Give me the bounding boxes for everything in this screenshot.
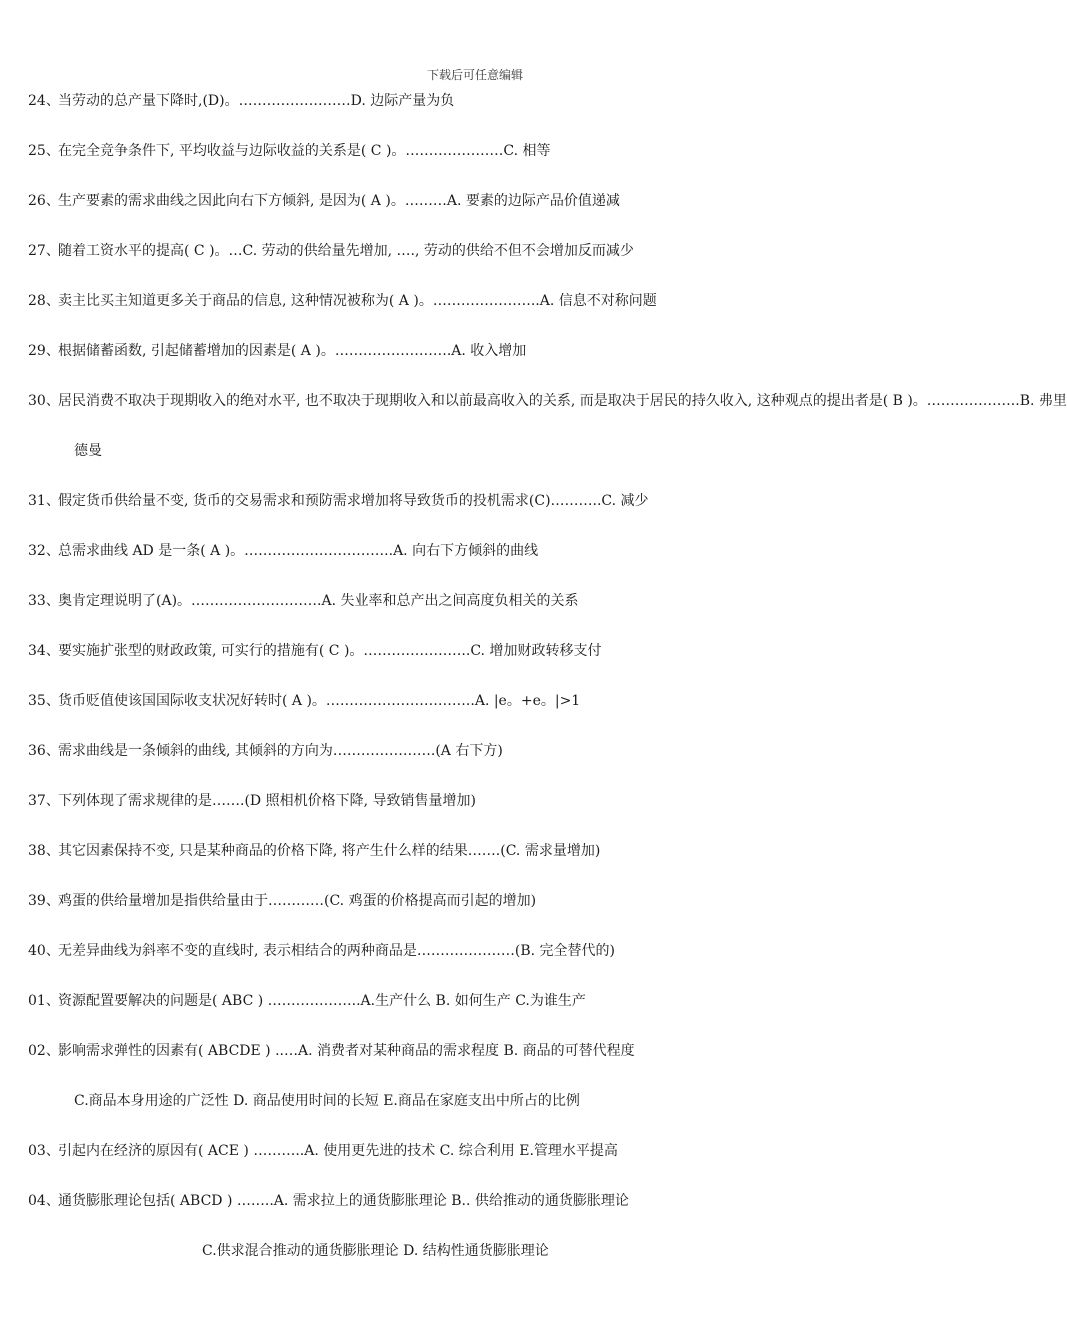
question-item [28, 988, 933, 1038]
question-text: 在完全竞争条件下, 平均收益与边际收益的关系是( C )。…………………C. 相等 [58, 143, 551, 159]
question-item [28, 588, 933, 638]
question-number: 36、 [28, 743, 60, 759]
question-item [28, 638, 933, 688]
question-text: 资源配置要解决的问题是( ABC ) ………………..A.生产什么 B. 如何生产 C.为谁生产 [58, 993, 586, 1009]
question-text: 无差异曲线为斜率不变的直线时, 表示相结合的两种商品是…………………(B. 完全替代的) [58, 943, 616, 959]
question-item [28, 488, 933, 538]
question-number: 35、 [28, 693, 60, 709]
question-text: C.商品本身用途的广泛性 D. 商品使用时间的长短 E.商品在家庭支出中所占的比例 [74, 1093, 580, 1109]
question-text: 德曼 [74, 443, 102, 459]
question-continuation [28, 438, 933, 488]
question-item [28, 288, 933, 338]
question-number: 38、 [28, 843, 60, 859]
question-number: 34、 [28, 643, 60, 659]
question-item [28, 138, 933, 188]
question-text: 当劳动的总产量下降时,(D)。……………………D. 边际产量为负 [58, 93, 455, 109]
question-item [28, 688, 933, 738]
question-list [28, 88, 1067, 1288]
question-number: 25、 [28, 143, 60, 159]
question-number: 03、 [28, 1143, 60, 1159]
question-item [28, 788, 933, 838]
question-number: 30、 [28, 393, 60, 409]
question-item [28, 238, 933, 288]
question-item [28, 538, 933, 588]
question-item [28, 838, 933, 888]
question-item [28, 388, 1067, 438]
question-item [28, 88, 933, 138]
question-text: 生产要素的需求曲线之因此向右下方倾斜, 是因为( A )。………A. 要素的边际产品价值递减 [58, 193, 620, 209]
question-item [28, 188, 933, 238]
question-text: 要实施扩张型的财政政策, 可实行的措施有( C )。…………………..C. 增加财政转移支付 [58, 643, 602, 659]
question-text: 影响需求弹性的因素有( ABCDE ) ..…A. 消费者对某种商品的需求程度 B. 商品的可替代程度 [58, 1043, 635, 1059]
question-text: 引起内在经济的原因有( ACE ) ………..A. 使用更先进的技术 C. 综合利用 E.管理水平提高 [58, 1143, 618, 1159]
question-number: 33、 [28, 593, 60, 609]
question-item [28, 738, 933, 788]
question-item [28, 888, 933, 938]
question-item [28, 1138, 933, 1188]
question-text: 根据储蓄函数, 引起储蓄增加的因素是( A )。…………………….A. 收入增加 [58, 343, 527, 359]
question-item [28, 338, 933, 388]
question-item [28, 938, 933, 988]
question-continuation [28, 1088, 933, 1138]
question-text: 鸡蛋的供给量增加是指供给量由于…………(C. 鸡蛋的价格提高而引起的增加) [58, 893, 537, 909]
question-text: 居民消费不取决于现期收入的绝对水平, 也不取决于现期收入和以前最高收入的关系, 而是取决于居民的持久收入, 这种观点的提出者是( B )。………………..B. 弗里 [58, 393, 1067, 409]
question-text: 通货膨胀理论包括( ABCD ) ……..A. 需求拉上的通货膨胀理论 B.. 供给推动的通货膨胀理论 [58, 1193, 629, 1209]
question-number: 24、 [28, 93, 60, 109]
question-number: 39、 [28, 893, 60, 909]
question-number: 29、 [28, 343, 60, 359]
question-text: 总需求曲线 AD 是一条( A )。…………………………..A. 向右下方倾斜的曲线 [58, 543, 539, 559]
question-text: 其它因素保持不变, 只是某种商品的价格下降, 将产生什么样的结果…….(C. 需求量增加) [58, 843, 601, 859]
question-number: 28、 [28, 293, 60, 309]
question-number: 27、 [28, 243, 60, 259]
question-text: 奥肯定理说明了(A)。……………………….A. 失业率和总产出之间高度负相关的关系 [58, 593, 579, 609]
question-item [28, 1188, 933, 1238]
question-number: 37、 [28, 793, 60, 809]
question-text: 货币贬值使该国国际收支状况好转时( A )。…………………………..A. |e。+e。|>1 [58, 693, 581, 709]
question-text: 随着工资水平的提高( C )。…C. 劳动的供给量先增加, …., 劳动的供给不但不会增加反而减少 [58, 243, 634, 259]
question-number: 01、 [28, 993, 60, 1009]
question-text: 卖主比买主知道更多关于商品的信息, 这种情况被称为( A )。…………………..A. 信息不对称问题 [58, 293, 657, 309]
question-number: 32、 [28, 543, 60, 559]
question-number: 26、 [28, 193, 60, 209]
page-header: 下载后可任意编辑 [426, 68, 523, 82]
question-text: 假定货币供给量不变, 货币的交易需求和预防需求增加将导致货币的投机需求(C)………..C. 减少 [58, 493, 649, 509]
question-text: 下列体现了需求规律的是…….(D 照相机价格下降, 导致销售量增加) [58, 793, 476, 809]
question-number: 02、 [28, 1043, 60, 1059]
question-text: C.供求混合推动的通货膨胀理论 D. 结构性通货膨胀理论 [202, 1243, 549, 1259]
question-number: 40、 [28, 943, 60, 959]
question-number: 31、 [28, 493, 60, 509]
question-continuation [28, 1238, 933, 1288]
question-number: 04、 [28, 1193, 60, 1209]
question-item [28, 1038, 933, 1088]
question-text: 需求曲线是一条倾斜的曲线, 其倾斜的方向为………………….(A 右下方) [58, 743, 503, 759]
